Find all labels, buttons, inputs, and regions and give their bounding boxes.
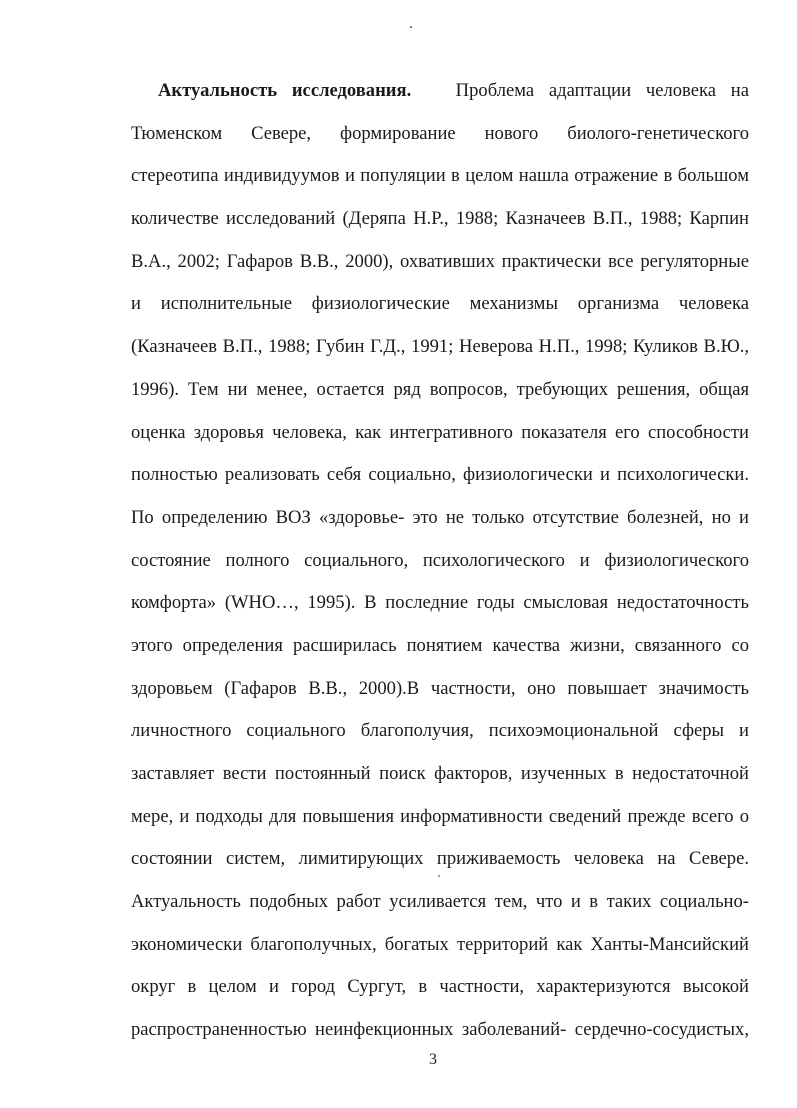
text-line: округ в целом и город Сургут, в частности, характеризуются высокой	[131, 976, 749, 998]
text-line: 1996). Тем ни менее, остается ряд вопросов, требующих решения, общая	[131, 378, 749, 400]
text-line: По определению ВОЗ «здоровье- это не только отсутствие болезней, но и	[131, 506, 749, 528]
text-line: количестве исследований (Деряпа Н.Р., 1988; Казначеев В.П., 1988; Карпин	[131, 208, 749, 230]
text-line: Актуальность подобных работ усиливается тем, что и в таких социально-	[131, 891, 749, 913]
text-line: (Казначеев В.П., 1988; Губин Г.Д., 1991; Неверова Н.П., 1998; Куликов В.Ю.,	[131, 336, 749, 358]
text-line: стереотипа индивидуумов и популяции в целом нашла отражение в большом	[131, 165, 749, 187]
text-line: состояние полного социального, психологического и физиологического	[131, 549, 749, 571]
section-heading: Актуальность исследования.	[158, 80, 412, 101]
text-line: состоянии систем, лимитирующих приживаемость человека на Севере.	[131, 848, 749, 870]
text-line-content: Проблема адаптации человека на	[455, 80, 749, 101]
scan-artifact-dot	[410, 26, 412, 28]
text-line: комфорта» (WHO…, 1995). В последние годы смысловая недостаточность	[131, 592, 749, 614]
text-line: оценка здоровья человека, как интегративного показателя его способности	[131, 421, 749, 443]
text-line: распространенностью неинфекционных заболеваний- сердечно-сосудистых,	[131, 1019, 749, 1041]
text-line: мере, и подходы для повышения информативности сведений прежде всего о	[131, 805, 749, 827]
text-line: этого определения расширилась понятием качества жизни, связанного со	[131, 634, 749, 656]
text-line: Тюменском Севере, формирование нового биолого-генетического	[131, 122, 749, 144]
text-line: В.А., 2002; Гафаров В.В., 2000), охвативших практически все регуляторные	[131, 250, 749, 272]
text-line: здоровьем (Гафаров В.В., 2000).В частности, оно повышает значимость	[131, 677, 749, 699]
body-text	[131, 77, 749, 1059]
text-line: и исполнительные физиологические механизмы организма человека	[131, 293, 749, 315]
text-line: личностного социального благополучия, психоэмоциональной сферы и	[131, 720, 749, 742]
scan-artifact-dot	[438, 875, 440, 877]
text-line: заставляет вести постоянный поиск факторов, изученных в недостаточной	[131, 763, 749, 784]
text-line: полностью реализовать себя социально, физиологически и психологически.	[131, 464, 749, 486]
page-number: 3	[429, 1051, 437, 1068]
text-line-first	[131, 77, 749, 120]
text-line: экономически благополучных, богатых территорий как Ханты-Мансийский	[131, 933, 749, 955]
